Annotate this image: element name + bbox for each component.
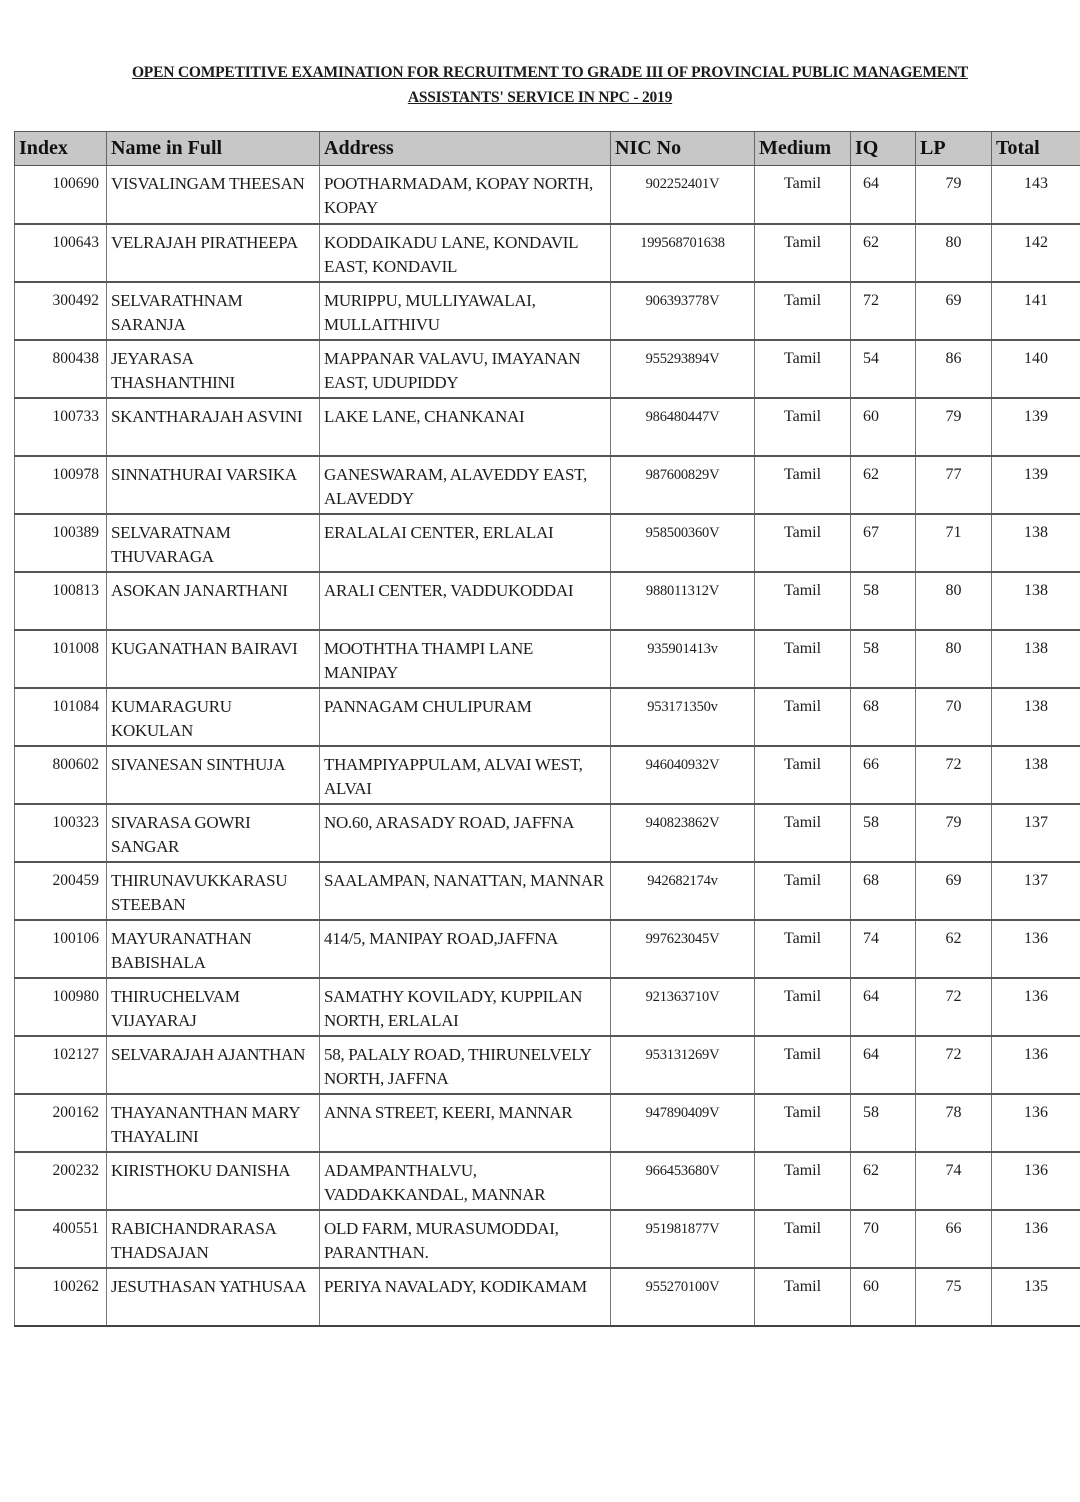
table-row: [15, 166, 1080, 224]
table-row: [15, 514, 1080, 572]
cell-total: 138: [992, 746, 1080, 804]
cell-address: 58, PALALY ROAD, THIRUNELVELY NORTH, JAFFNA: [320, 1036, 611, 1094]
cell-iq: 54: [851, 340, 916, 398]
cell-lp: 69: [916, 862, 992, 920]
cell-lp: 75: [916, 1268, 992, 1326]
cell-nic: 986480447V: [611, 398, 755, 456]
cell-iq: 60: [851, 398, 916, 456]
cell-nic: 906393778V: [611, 282, 755, 340]
cell-iq: 74: [851, 920, 916, 978]
cell-iq: 64: [851, 978, 916, 1036]
title-line-1: OPEN COMPETITIVE EXAMINATION FOR RECRUITMENT TO GRADE III OF PROVINCIAL PUBLIC MANAGEMENT: [131, 64, 969, 81]
cell-name: KUMARAGURU KOKULAN: [107, 688, 320, 746]
document-title: [0, 60, 1080, 110]
table-row: [15, 1268, 1080, 1326]
cell-total: 140: [992, 340, 1080, 398]
cell-name: SIVANESAN SINTHUJA: [107, 746, 320, 804]
cell-index: 800602: [15, 746, 107, 804]
cell-address: NO.60, ARASADY ROAD, JAFFNA: [320, 804, 611, 862]
cell-lp: 72: [916, 978, 992, 1036]
table-row: [15, 1152, 1080, 1210]
cell-lp: 70: [916, 688, 992, 746]
cell-address: PANNAGAM CHULIPURAM: [320, 688, 611, 746]
cell-name: JEYARASA THASHANTHINI: [107, 340, 320, 398]
cell-iq: 72: [851, 282, 916, 340]
cell-iq: 58: [851, 804, 916, 862]
cell-medium: Tamil: [755, 978, 851, 1036]
cell-lp: 72: [916, 746, 992, 804]
cell-lp: 72: [916, 1036, 992, 1094]
cell-address: SAMATHY KOVILADY, KUPPILAN NORTH, ERLALAI: [320, 978, 611, 1036]
cell-index: 100262: [15, 1268, 107, 1326]
cell-nic: 947890409V: [611, 1094, 755, 1152]
cell-index: 200232: [15, 1152, 107, 1210]
cell-total: 136: [992, 1094, 1080, 1152]
cell-lp: 69: [916, 282, 992, 340]
cell-index: 100106: [15, 920, 107, 978]
cell-total: 138: [992, 630, 1080, 688]
cell-name: THAYANANTHAN MARY THAYALINI: [107, 1094, 320, 1152]
cell-name: SELVARAJAH AJANTHAN: [107, 1036, 320, 1094]
cell-medium: Tamil: [755, 1094, 851, 1152]
cell-name: RABICHANDRARASA THADSAJAN: [107, 1210, 320, 1268]
cell-iq: 64: [851, 1036, 916, 1094]
cell-medium: Tamil: [755, 572, 851, 630]
cell-lp: 80: [916, 224, 992, 282]
cell-lp: 86: [916, 340, 992, 398]
cell-address: OLD FARM, MURASUMODDAI, PARANTHAN.: [320, 1210, 611, 1268]
cell-lp: 79: [916, 804, 992, 862]
cell-iq: 66: [851, 746, 916, 804]
results-table: [14, 131, 1080, 1327]
table-body: [15, 166, 1080, 1326]
cell-medium: Tamil: [755, 1152, 851, 1210]
cell-iq: 68: [851, 862, 916, 920]
header-row: [15, 132, 1080, 166]
cell-medium: Tamil: [755, 630, 851, 688]
cell-index: 100980: [15, 978, 107, 1036]
cell-index: 100978: [15, 456, 107, 514]
header-address: Address: [320, 132, 611, 166]
cell-medium: Tamil: [755, 804, 851, 862]
cell-nic: 942682174v: [611, 862, 755, 920]
table-row: [15, 978, 1080, 1036]
cell-lp: 74: [916, 1152, 992, 1210]
cell-address: THAMPIYAPPULAM, ALVAI WEST, ALVAI: [320, 746, 611, 804]
cell-iq: 58: [851, 572, 916, 630]
cell-name: MAYURANATHAN BABISHALA: [107, 920, 320, 978]
cell-total: 138: [992, 688, 1080, 746]
table-header: [15, 132, 1080, 166]
table-row: [15, 572, 1080, 630]
cell-lp: 66: [916, 1210, 992, 1268]
table-row: [15, 340, 1080, 398]
cell-lp: 77: [916, 456, 992, 514]
cell-name: VISVALINGAM THEESAN: [107, 166, 320, 224]
cell-nic: 987600829V: [611, 456, 755, 514]
cell-medium: Tamil: [755, 1268, 851, 1326]
cell-lp: 78: [916, 1094, 992, 1152]
cell-iq: 67: [851, 514, 916, 572]
cell-medium: Tamil: [755, 746, 851, 804]
cell-nic: 988011312V: [611, 572, 755, 630]
cell-index: 400551: [15, 1210, 107, 1268]
cell-total: 136: [992, 1036, 1080, 1094]
cell-name: ASOKAN JANARTHANI: [107, 572, 320, 630]
cell-nic: 199568701638: [611, 224, 755, 282]
header-nic: NIC No: [611, 132, 755, 166]
cell-index: 101008: [15, 630, 107, 688]
cell-medium: Tamil: [755, 456, 851, 514]
cell-name: JESUTHASAN YATHUSAA: [107, 1268, 320, 1326]
cell-total: 136: [992, 978, 1080, 1036]
table-row: [15, 1210, 1080, 1268]
cell-index: 100690: [15, 166, 107, 224]
cell-nic: 953131269V: [611, 1036, 755, 1094]
cell-lp: 80: [916, 572, 992, 630]
cell-medium: Tamil: [755, 398, 851, 456]
cell-total: 138: [992, 572, 1080, 630]
cell-total: 142: [992, 224, 1080, 282]
cell-address: KODDAIKADU LANE, KONDAVIL EAST, KONDAVIL: [320, 224, 611, 282]
cell-iq: 58: [851, 630, 916, 688]
cell-index: 100389: [15, 514, 107, 572]
cell-index: 102127: [15, 1036, 107, 1094]
cell-total: 136: [992, 1210, 1080, 1268]
cell-index: 100733: [15, 398, 107, 456]
table-row: [15, 456, 1080, 514]
table-row: [15, 920, 1080, 978]
title-line-2: ASSISTANTS' SERVICE IN NPC - 2019: [407, 89, 673, 106]
cell-total: 137: [992, 804, 1080, 862]
cell-nic: 953171350v: [611, 688, 755, 746]
cell-medium: Tamil: [755, 514, 851, 572]
cell-nic: 935901413v: [611, 630, 755, 688]
cell-index: 100323: [15, 804, 107, 862]
cell-medium: Tamil: [755, 920, 851, 978]
cell-medium: Tamil: [755, 224, 851, 282]
table-row: [15, 1036, 1080, 1094]
cell-total: 141: [992, 282, 1080, 340]
cell-address: MAPPANAR VALAVU, IMAYANAN EAST, UDUPIDDY: [320, 340, 611, 398]
cell-medium: Tamil: [755, 862, 851, 920]
cell-nic: 955270100V: [611, 1268, 755, 1326]
cell-address: GANESWARAM, ALAVEDDY EAST, ALAVEDDY: [320, 456, 611, 514]
cell-total: 138: [992, 514, 1080, 572]
cell-total: 135: [992, 1268, 1080, 1326]
cell-index: 100643: [15, 224, 107, 282]
cell-lp: 80: [916, 630, 992, 688]
cell-lp: 62: [916, 920, 992, 978]
cell-name: SELVARATNAM THUVARAGA: [107, 514, 320, 572]
table-row: [15, 630, 1080, 688]
cell-address: POOTHARMADAM, KOPAY NORTH, KOPAY: [320, 166, 611, 224]
cell-nic: 951981877V: [611, 1210, 755, 1268]
cell-name: SINNATHURAI VARSIKA: [107, 456, 320, 514]
cell-name: VELRAJAH PIRATHEEPA: [107, 224, 320, 282]
cell-name: SIVARASA GOWRI SANGAR: [107, 804, 320, 862]
header-name: Name in Full: [107, 132, 320, 166]
cell-nic: 921363710V: [611, 978, 755, 1036]
header-total: Total: [992, 132, 1080, 166]
cell-name: THIRUNAVUKKARASU STEEBAN: [107, 862, 320, 920]
cell-iq: 62: [851, 1152, 916, 1210]
cell-lp: 79: [916, 398, 992, 456]
header-iq: IQ: [851, 132, 916, 166]
cell-address: PERIYA NAVALADY, KODIKAMAM: [320, 1268, 611, 1326]
cell-address: ANNA STREET, KEERI, MANNAR: [320, 1094, 611, 1152]
cell-address: LAKE LANE, CHANKANAI: [320, 398, 611, 456]
cell-nic: 958500360V: [611, 514, 755, 572]
table-row: [15, 282, 1080, 340]
cell-index: 200459: [15, 862, 107, 920]
cell-index: 300492: [15, 282, 107, 340]
cell-nic: 902252401V: [611, 166, 755, 224]
cell-address: ERALALAI CENTER, ERLALAI: [320, 514, 611, 572]
cell-lp: 79: [916, 166, 992, 224]
cell-lp: 71: [916, 514, 992, 572]
cell-iq: 64: [851, 166, 916, 224]
cell-address: MURIPPU, MULLIYAWALAI, MULLAITHIVU: [320, 282, 611, 340]
cell-iq: 58: [851, 1094, 916, 1152]
header-lp: LP: [916, 132, 992, 166]
cell-medium: Tamil: [755, 1210, 851, 1268]
table-row: [15, 1094, 1080, 1152]
cell-medium: Tamil: [755, 166, 851, 224]
cell-index: 200162: [15, 1094, 107, 1152]
table-row: [15, 746, 1080, 804]
cell-name: KIRISTHOKU DANISHA: [107, 1152, 320, 1210]
header-medium: Medium: [755, 132, 851, 166]
cell-medium: Tamil: [755, 1036, 851, 1094]
cell-iq: 62: [851, 224, 916, 282]
cell-address: 414/5, MANIPAY ROAD,JAFFNA: [320, 920, 611, 978]
cell-nic: 997623045V: [611, 920, 755, 978]
cell-index: 101084: [15, 688, 107, 746]
cell-nic: 940823862V: [611, 804, 755, 862]
table-row: [15, 398, 1080, 456]
cell-total: 136: [992, 1152, 1080, 1210]
cell-name: KUGANATHAN BAIRAVI: [107, 630, 320, 688]
cell-iq: 60: [851, 1268, 916, 1326]
cell-address: ARALI CENTER, VADDUKODDAI: [320, 572, 611, 630]
table-row: [15, 688, 1080, 746]
cell-nic: 966453680V: [611, 1152, 755, 1210]
cell-nic: 955293894V: [611, 340, 755, 398]
cell-total: 137: [992, 862, 1080, 920]
cell-name: SKANTHARAJAH ASVINI: [107, 398, 320, 456]
header-index: Index: [15, 132, 107, 166]
cell-total: 139: [992, 398, 1080, 456]
table-row: [15, 224, 1080, 282]
cell-name: SELVARATHNAM SARANJA: [107, 282, 320, 340]
cell-medium: Tamil: [755, 340, 851, 398]
cell-address: SAALAMPAN, NANATTAN, MANNAR: [320, 862, 611, 920]
cell-total: 139: [992, 456, 1080, 514]
cell-iq: 62: [851, 456, 916, 514]
cell-iq: 68: [851, 688, 916, 746]
cell-index: 800438: [15, 340, 107, 398]
cell-iq: 70: [851, 1210, 916, 1268]
cell-total: 136: [992, 920, 1080, 978]
cell-medium: Tamil: [755, 282, 851, 340]
cell-total: 143: [992, 166, 1080, 224]
cell-name: THIRUCHELVAM VIJAYARAJ: [107, 978, 320, 1036]
cell-medium: Tamil: [755, 688, 851, 746]
cell-address: MOOTHTHA THAMPI LANE MANIPAY: [320, 630, 611, 688]
cell-nic: 946040932V: [611, 746, 755, 804]
cell-address: ADAMPANTHALVU, VADDAKKANDAL, MANNAR: [320, 1152, 611, 1210]
table-row: [15, 804, 1080, 862]
table-row: [15, 862, 1080, 920]
cell-index: 100813: [15, 572, 107, 630]
